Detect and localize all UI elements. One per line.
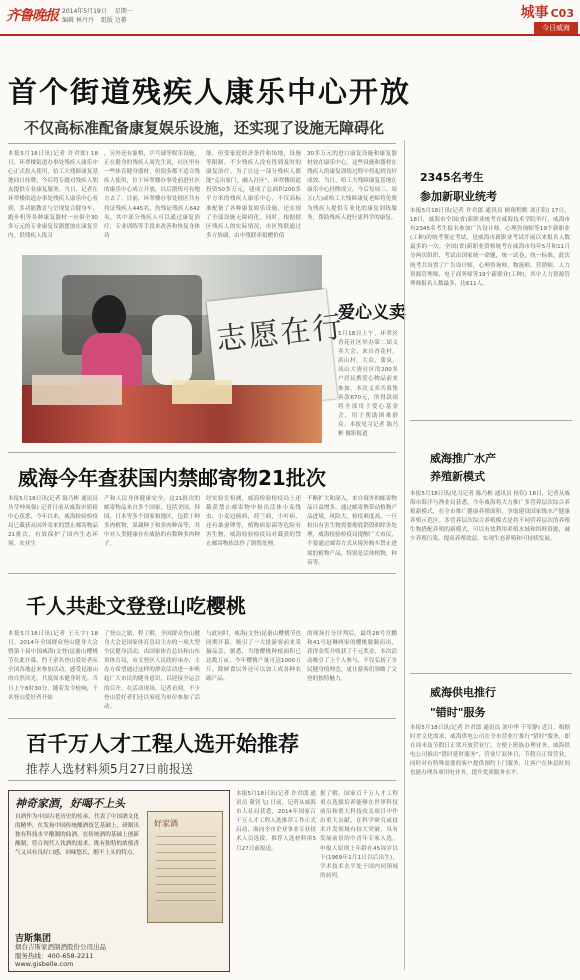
designer-credit: 组版 边蕃: [100, 17, 127, 24]
lead-column-4: 30多万元的进口康复设施和康复器材放在康乐中心，这些设施和器材在残疾人的康复训练过程中将起到良好成效。当日，哈工大残障康复基地在康乐中心挂牌成立，今后每周三、周五(大)或哈工大残障康复老师将免费为残疾人提供专业化的康复训练服务，帮助残疾人进行更科学的康复。: [307, 151, 397, 221]
lead-column-2: ，另外还有象棋，乒乓球等娱乐设施，正在健身的残疾人周先生说，社区里有一些体育健身器材，但很多都不适合残疾人使用，位于环翠楼办事处前进社区的康乐中心成立开放，以后锻炼可有地方去了。目前，环翠楼办事处辖区共有持证残疾人445名，伤残证残疾人642名，其中部分残疾人可以通过康复治疗，专业训练等手段来改善和恢复身体功: [104, 151, 200, 239]
exam-headline: 2345名考生: [420, 171, 484, 184]
ad-brand-name: 好家酒: [154, 819, 178, 828]
aqua-headline: 威海推广水产: [430, 452, 496, 465]
ad-slogan: 神奇家酒，好喝不上头: [15, 797, 125, 810]
editor-credit: 编辑 林丹丹: [62, 17, 94, 24]
ad-company-name: 烟台吉斯家酒制酒股份公司出品: [15, 943, 106, 951]
talent-divider: [8, 718, 396, 719]
charity-sale-photo: [22, 255, 346, 443]
lead-column-3: 能，但受家庭经济条件和场地，设施等限制，不少残疾人没有得到及时的康复治疗。为了让这一部分残疾人都能"走出家门，融入社区"，环翠楼街道投资50多万元，建成了总面积200多平方米的残疾人康乐中心，不仅高标准配备了各种康复娱乐设施，还实现了全部设施无障碍化。同时，根据辖区残疾人的实际情况，市区残联通过多方协调，由中残联率捐赠价值: [206, 151, 301, 239]
climb-headline: 千人共赴文登登山吃樱桃: [26, 594, 246, 618]
postal-headline: 威海今年查获国内禁邮寄物21批次: [18, 466, 326, 490]
climb-column-3: 与此同时，威海(文登)昆嵛山樱桃节也同期开幕，吸引了一大批游客前来采摘品尝，据悉，当地樱桃种植面积已达数万亩，今年樱桃产量可达1000万斤，除鲜食以外还可以加工成各种农副产品。: [206, 631, 301, 683]
credits-line: [62, 15, 127, 24]
charity-headline: 爱心义卖: [338, 303, 406, 323]
newspaper-logo: 齐鲁晚报: [6, 8, 58, 24]
climb-column-4: 的现场打分评判后，最终28号宫鹏和41号赵琳两家的樱桃脱颖而出，获得金奖并收获了千元奖金，本次活动吸引了上千人参与，不仅弘扬了全民健身的理念，更让游客们领略了文登的独特魅力。: [307, 631, 397, 683]
liquor-advertisement: [8, 790, 230, 972]
issue-date: 2014年5月19日: [62, 8, 107, 15]
talent-sub-divider: [8, 780, 396, 781]
postal-column-3: 经实验室检测，威海检验检疫局上述截获禁止邮寄物中检出活体小麦线虫，小麦冠癌病，荷兰病，小叶病，还有桑蚕卵等，植物病原菌等危险有害生物，威海检验检疫局对截获的禁止邮寄物依法作了销毁处理。: [206, 496, 301, 548]
exam-headline-line2: 参加新职业统考: [420, 190, 497, 203]
aqua-divider: [410, 420, 572, 421]
climb-column-2: 了登山之旅，程了解，全国群众登山健身大会是国家体育总局主办的一项大型全民健身活动，由国家体育总局和山东省体育局，市文登区人民政府承办，主办方希望通过这样的群众活动进一步唤起广大市民的健身意识，以迎接全运会的召开，在活动现场，记者看到，不少登山爱好者们还以家庭为单位参加了活动。: [104, 631, 200, 710]
lead-subheadline: 不仅高标准配备康复娱乐设施，还实现了设施无障碍化: [24, 119, 385, 137]
postal-column-2: 产和人民身体健康安全。这21批次的邮寄物品来自多个国家，包括美国，韩国，日本等多个国家和地区，包括干种多肉植物，果蔬种子和多肉种苗等，其中对人类健康存在威胁的有数种多肉种子。: [104, 496, 200, 548]
postal-divider: [8, 452, 396, 453]
talent-column-2: 据了解，国家百千万人才工程重点选拔培养能够在世界科技前沿和重大科技攻关项目中作出重大贡献，在科学研究或技术开发领域有较大突破，具有发展前景的中青年专家人选，申报人原则上年龄在45周岁以下(1969年1月1日以后出生)，学术技术水平处于国内同领域的前列。: [320, 791, 398, 879]
talent-subheadline: 推荐人选材料须5月27日前报送: [26, 762, 193, 776]
right-column-divider: [404, 140, 405, 970]
volunteer-banner: 志愿在行: [207, 289, 338, 411]
liquor-box-image: [147, 811, 223, 923]
lead-column-1: 本报5月18日讯(记者 许君郎) 18日，环翠楼街道办事处残疾人康乐中心正式投入使用，给工大残障康复基地同日挂牌，今后将专题对残疾人朋友提供专业康复服务。当日，记者在环翠楼街道办事处残疾人康乐中心看到，多功能教育与呈现复合健身车，跑步机等各种康复器材一应俱全30多万元的专业康复仪器摆放在康复室内，供残疾人练习: [8, 151, 98, 239]
ad-body: 自酒作为中国古老历史的传承，代表了中国酒文化的精华，在发扬中国传统酿酒技艺基础上，研制出独有科技水平酿制的仙酒，在传统酒的基础上创新酿制，符合现代人饮酒的需求，既有独特的浓郁香气又具有良好口感，回味悠长，醇不上头的特点。: [15, 814, 139, 856]
page-number: C03: [550, 7, 574, 20]
talent-column-1: 本报5月18日讯(记者 许君郎 通讯员 董钊飞) 日前，记者从威海市人社局获悉，2014年国家百千万人才工程人选推荐工作正式启动，面向全市企业事业专业技术人员选拔，推荐人选材料须5月27日前报送。: [236, 791, 316, 852]
power-headline: 威海供电推行: [430, 686, 496, 699]
charity-body: 5月18日上午，环翠区香花社区举办第二届义卖大会，来自香花村，滨山村，大众，蒲泉，凤山大唐社区的200多户居民携爱心物品前来参加。本次义卖共募集善款670元，所得款项将全部用于爱心基金会，用于帮助困难群众。本报见习记者 陈乃彬 摄影报道: [338, 331, 398, 438]
lead-divider: [8, 143, 396, 144]
power-body: 本报5月18日讯(记者 许君郎 通讯员 刘中华 于军静) 近日，根据时差文化需求，威海供电公司在全市营业厅推行"错时"服务，即在周末及节假日正常开放营业厅，方便上班族办理业务。威海供电公司推出"错时延时服务"，营业厅双休日，节假日正常营业，同时对有特殊需要的客户提供预约上门服务，让客户在休息时间也能办理各项用电业务，提升优质服务水平。: [410, 725, 570, 777]
power-divider: [410, 673, 572, 674]
talent-headline: 百千万人才工程人选开始推荐: [26, 732, 299, 756]
climb-divider: [8, 573, 396, 574]
section-title: [521, 2, 574, 22]
exam-body: 本报5月18日讯(记者 许君郎 通讯员 顾翔程默 刘正阳) 17日，18日，威海市全国(省)新职业统考在威海技术学院举行，威海市有2345名考生报名参加广告设计师，心理咨询师等19个新职业(工种)的统考鉴定考试，是威海市新职业考试开展以来报名人数最多的一次。全国(省)新职业资格统考在威海市每年5月和11月分两次组织，考试由国家统一命题，统一试卷，统一标准，此次统考共设置了广告设计师，心理咨询师，物流师，营销师，人力资源管理师，电子商务师等19个新职业(工种)，其中人力资源管理师报名人数最多，达611人。: [410, 208, 570, 287]
aqua-body: 本报5月18日讯(见习记者 陈乃彬 通讯员 侯钰) 18日，记者从威海市海洋与渔业局获悉，今年威海将大力推广多营养层次综合养殖新模式，在全市推广健康养殖面积，争取建设国家级水产健康养殖示范区。多营养层次综合养殖模式是将不同营养层次的养殖生物搭配养殖的新模式，可以有效利用养殖水域和饵料资源，减少养殖污染，提高养殖效益，实现生态养殖和可持续发展。: [410, 491, 570, 543]
ad-hotline: 服务热线：400-658-2211: [15, 952, 94, 960]
section-tag: 今日威海: [534, 22, 578, 34]
section-name: 城事: [520, 5, 549, 21]
postal-column-1: 本报5月18日讯(记者 陈乃彬 通讯员 丛莹坤周强) 记者日前从威海市质检中心获悉，今年以来，威海检验检疫局已截获从国外寄来的禁止邮寄物品21批次，有效保护了国内生态环境，农业生: [8, 496, 98, 548]
masthead: [0, 0, 580, 36]
climb-column-1: 本报5月18日讯(记者 王天宇) 18日，2014年全国群众登山健身大会暨第十届中国威海(文登)昆嵛山樱桃节在此开幕，约千余名登山爱好者从全国各地赶来参加活动，感受昆嵛山的自然风光，共度周末健身时光。当日上午8时30分，随着发令枪响，千名登山爱好者开始: [8, 631, 98, 701]
issue-date-line: [62, 6, 133, 15]
postal-column-4: 不断扩大和深入，来自境外的邮寄物品日益增多。通过邮寄携带动植物产品进境，风险大，检疫难度高，一旦检出有害生物需要彻底销毁和除害处理，威海检验检疫局提醒广大市民，不要通过邮寄方式从境外购买禁止进境的植物产品，特别是活体植物，种苗等。: [307, 496, 397, 566]
power-headline-line2: "错时"服务: [430, 706, 486, 719]
ad-website: www.gisbelle.com: [15, 960, 74, 968]
ad-company-logo: 吉斯集团: [15, 934, 52, 944]
issue-weekday: 星期一: [114, 8, 133, 15]
aqua-headline-line2: 养殖新模式: [430, 470, 485, 483]
lead-headline: 首个街道残疾人康乐中心开放: [8, 75, 412, 109]
